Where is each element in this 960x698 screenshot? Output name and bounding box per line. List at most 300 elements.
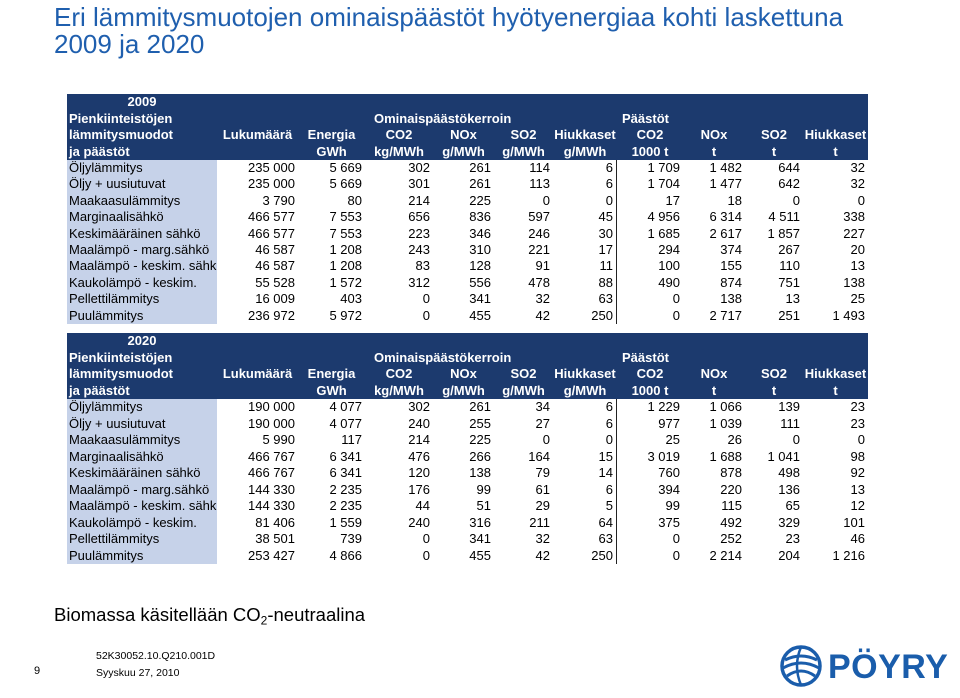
row-label: Keskimääräinen sähkö — [67, 226, 217, 242]
footnote-subscript: 2 — [260, 613, 268, 628]
row-label: Maalämpö - keskim. sähk — [69, 498, 217, 513]
table-cell: 136 — [778, 481, 800, 497]
header-row-label: Pienkiinteistöjen — [69, 349, 173, 365]
column-header: SO2 — [510, 366, 537, 381]
table-cell: 32 — [850, 160, 865, 175]
table-row — [67, 242, 868, 258]
table-row — [67, 482, 868, 499]
header-row-label: ja päästöt — [69, 143, 130, 159]
table-row — [67, 193, 868, 209]
table-cell: 644 — [778, 160, 800, 175]
table-cell: 7 553 — [329, 209, 362, 225]
table-cell: 100 — [658, 258, 680, 274]
table-cell: 240 — [408, 415, 430, 431]
table-cell: 0 — [542, 192, 550, 208]
table-cell: 466 577 — [248, 209, 295, 225]
table-cell: 138 — [843, 274, 865, 290]
row-label: Kaukolämpö - keskim. — [67, 515, 217, 532]
table-cell: 32 — [535, 291, 550, 307]
column-header: Hiukkaset — [804, 127, 867, 142]
table-row — [67, 275, 868, 291]
footnote-text: Biomassa käsitellään CO — [54, 604, 261, 625]
table-cell: 6 — [553, 482, 617, 499]
table-cell: 14 — [553, 465, 617, 482]
column-header-unit: t — [711, 382, 717, 398]
column-header: NOx — [450, 366, 477, 381]
header-row-label: Pienkiinteistöjen — [69, 110, 173, 126]
table-cell: 83 — [415, 258, 430, 274]
table-cell: 0 — [422, 307, 430, 323]
table-cell: 466 767 — [248, 448, 295, 464]
column-header: Lukumäärä — [222, 127, 293, 142]
column-header: NOx — [700, 366, 728, 381]
table-cell: 225 — [469, 192, 491, 208]
table-cell: 490 — [658, 274, 680, 290]
column-header-unit: t — [833, 143, 838, 159]
table-cell: 80 — [347, 192, 362, 208]
table-cell: 0 — [422, 531, 430, 546]
column-header-unit: g/MWh — [442, 382, 485, 398]
table-row — [67, 160, 868, 176]
table-row — [67, 531, 868, 548]
table-cell: 1 216 — [832, 547, 865, 563]
table-row — [67, 548, 868, 565]
table-cell: 2 617 — [709, 225, 742, 241]
table-cell: 255 — [469, 415, 491, 431]
table-cell: 341 — [469, 291, 491, 307]
table-cell: 20 — [850, 241, 865, 257]
table-row — [67, 291, 868, 307]
table-cell: 4 511 — [768, 209, 800, 225]
table-cell: 29 — [535, 498, 550, 513]
table-cell: 30 — [553, 226, 617, 242]
table-cell: 251 — [778, 307, 800, 323]
column-header: SO2 — [510, 127, 537, 142]
table-cell: 15 — [553, 449, 617, 466]
slide-title-line: Eri lämmitysmuotojen ominaispäästöt hyötyenergiaa kohti laskettuna — [54, 2, 844, 32]
table-cell: 99 — [476, 481, 491, 497]
table-cell: 5 — [553, 498, 617, 515]
table-cell: 1 685 — [647, 225, 680, 241]
table-cell: 223 — [408, 225, 430, 241]
table-cell: 338 — [843, 209, 865, 225]
table-cell: 374 — [720, 241, 742, 257]
table-row — [67, 176, 868, 192]
table-cell: 250 — [553, 308, 617, 324]
table-cell: 261 — [469, 160, 491, 175]
row-label: Öljylämmitys — [67, 160, 217, 176]
table-cell: 478 — [528, 274, 550, 290]
table-cell: 4 077 — [329, 399, 362, 414]
table-cell: 18 — [727, 192, 742, 208]
emissions-table-2020 — [67, 333, 868, 564]
table-cell: 0 — [792, 192, 800, 208]
column-header-unit: t — [833, 382, 838, 398]
table-cell: 114 — [529, 160, 550, 175]
table-cell: 0 — [857, 432, 865, 447]
table-cell: 403 — [340, 291, 362, 307]
table-cell: 2 235 — [329, 498, 362, 513]
footnote — [54, 603, 365, 627]
table-body — [67, 399, 868, 564]
table-cell: 476 — [408, 448, 430, 464]
column-header: CO2 — [636, 127, 664, 142]
table-cell: 1 066 — [709, 399, 742, 414]
document-code: 52K30052.10.Q210.001D — [96, 650, 216, 662]
table-cell: 92 — [850, 465, 865, 480]
row-label: Puulämmitys — [67, 548, 217, 565]
table-row — [67, 465, 868, 482]
table-cell: 144 330 — [248, 498, 295, 513]
table-cell: 1 229 — [647, 399, 680, 414]
header-year: 2020 — [127, 333, 157, 348]
table-cell: 1 041 — [767, 448, 800, 464]
header-group-specific-factors: Ominaispäästökerroin — [374, 110, 512, 126]
table-cell: 874 — [720, 274, 742, 290]
table-cell: 312 — [408, 274, 430, 290]
table-cell: 44 — [415, 498, 430, 513]
column-header: Hiukkaset — [554, 366, 616, 381]
table-cell: 115 — [721, 498, 742, 513]
table-cell: 246 — [528, 225, 550, 241]
row-label: Maalämpö - keskim. sähk — [69, 258, 217, 274]
table-cell: 1 559 — [329, 514, 362, 530]
row-label: Maalämpö - marg.sähkö — [67, 482, 217, 499]
table-cell: 220 — [720, 481, 742, 497]
row-label: Marginaalisähkö — [67, 449, 217, 466]
table-row — [67, 498, 868, 515]
table-row — [67, 515, 868, 532]
table-cell: 34 — [535, 399, 550, 414]
footnote-text-end: -neutraalina — [267, 604, 366, 625]
column-header-unit: 1000 t — [631, 382, 669, 398]
table-cell: 23 — [785, 531, 800, 546]
row-label: Öljy + uusiutuvat — [67, 416, 217, 433]
column-header: Lukumäärä — [222, 366, 293, 381]
table-cell: 2 235 — [329, 481, 362, 497]
table-cell: 1 688 — [709, 448, 742, 464]
header-group-specific-factors: Ominaispäästökerroin — [374, 349, 512, 365]
table-cell: 225 — [469, 432, 491, 447]
header-row-label: lämmitysmuodot — [69, 127, 174, 142]
table-cell: 0 — [672, 547, 680, 563]
poyry-emblem-icon — [779, 643, 823, 689]
table-cell: 1 857 — [767, 225, 800, 241]
column-header: Hiukkaset — [554, 127, 616, 142]
table-row — [67, 308, 868, 324]
table-row — [67, 209, 868, 225]
table-body — [67, 160, 868, 324]
logo-wordmark: PÖYRY — [828, 648, 949, 686]
table-cell: 113 — [529, 176, 550, 192]
column-header: Energia — [307, 127, 356, 142]
table-cell: 235 000 — [248, 176, 295, 192]
column-header-unit: GWh — [316, 143, 347, 159]
column-header-unit: g/MWh — [563, 143, 607, 159]
page-number: 9 — [34, 665, 41, 677]
table-cell: 111 — [780, 415, 800, 431]
table-cell: 301 — [408, 176, 430, 192]
table-cell: 3 790 — [262, 192, 295, 208]
table-cell: 466 767 — [248, 465, 295, 480]
table-cell: 23 — [850, 415, 865, 431]
table-cell: 38 501 — [255, 531, 295, 546]
table-cell: 190 000 — [248, 415, 295, 431]
table-cell: 310 — [469, 241, 491, 257]
column-header-unit: g/MWh — [563, 382, 607, 398]
column-header-unit: t — [771, 382, 777, 398]
table-cell: 42 — [535, 547, 550, 563]
table-cell: 642 — [778, 176, 800, 192]
table-cell: 455 — [469, 547, 491, 563]
table-cell: 498 — [778, 465, 800, 480]
table-cell: 1 208 — [329, 258, 362, 274]
table-cell: 261 — [469, 399, 491, 414]
table-cell: 250 — [553, 548, 617, 565]
table-cell: 144 330 — [248, 481, 295, 497]
table-cell: 91 — [535, 258, 550, 274]
table-cell: 2 214 — [709, 547, 742, 563]
row-label: Maakaasulämmitys — [67, 432, 217, 449]
table-cell: 5 990 — [262, 432, 295, 447]
table-cell: 79 — [535, 465, 550, 480]
column-header: CO2 — [636, 366, 664, 381]
table-cell: 32 — [850, 176, 865, 192]
table-cell: 346 — [469, 225, 491, 241]
table-cell: 6 314 — [709, 209, 742, 225]
table-cell: 7 553 — [329, 225, 362, 241]
table-cell: 23 — [850, 399, 865, 414]
slide-title-line: 2009 ja 2020 — [54, 29, 205, 59]
table-cell: 13 — [850, 481, 865, 497]
table-cell: 375 — [658, 514, 680, 530]
table-cell: 0 — [672, 307, 680, 323]
table-cell: 0 — [672, 291, 680, 307]
table-cell: 878 — [720, 465, 742, 480]
header-group-emissions: Päästöt — [622, 349, 669, 365]
table-cell: 1 709 — [647, 160, 680, 175]
column-header-unit: 1000 t — [631, 143, 669, 159]
table-cell: 63 — [553, 531, 617, 548]
column-header: NOx — [700, 127, 728, 142]
column-header: CO2 — [385, 127, 413, 142]
table-cell: 13 — [850, 258, 865, 274]
table-cell: 1 477 — [709, 176, 742, 192]
table-cell: 0 — [792, 432, 800, 447]
table-cell: 214 — [408, 192, 430, 208]
table-cell: 656 — [408, 209, 430, 225]
table-cell: 46 587 — [255, 241, 295, 257]
table-cell: 1 704 — [647, 176, 680, 192]
table-header — [67, 94, 868, 160]
table-cell: 13 — [785, 291, 800, 307]
table-cell: 0 — [422, 547, 430, 563]
table-cell: 243 — [408, 241, 430, 257]
row-label: Maalämpö - marg.sähkö — [67, 242, 217, 258]
header-group-emissions: Päästöt — [622, 110, 669, 126]
table-cell: 6 — [553, 160, 617, 176]
table-cell: 836 — [469, 209, 491, 225]
table-cell: 1 039 — [709, 415, 742, 431]
table-cell: 46 587 — [255, 258, 295, 274]
table-cell: 221 — [528, 241, 550, 257]
table-cell: 6 341 — [329, 465, 362, 480]
table-header — [67, 333, 868, 399]
table-cell: 253 427 — [248, 547, 295, 563]
table-cell: 214 — [408, 432, 430, 447]
row-label: Pellettilämmitys — [67, 291, 217, 307]
table-cell: 4 077 — [329, 415, 362, 431]
table-cell: 302 — [408, 160, 430, 175]
table-cell: 294 — [658, 241, 680, 257]
column-header-unit: t — [771, 143, 777, 159]
table-cell: 12 — [850, 498, 865, 513]
header-row-label: lämmitysmuodot — [69, 366, 174, 381]
slide-title — [54, 4, 843, 58]
table-cell: 164 — [528, 448, 550, 464]
table-cell: 46 — [850, 531, 865, 546]
column-header: SO2 — [760, 366, 787, 381]
table-cell: 98 — [850, 448, 865, 464]
table-cell: 341 — [469, 531, 491, 546]
table-cell: 190 000 — [248, 399, 295, 414]
header-row-label: ja päästöt — [69, 382, 130, 398]
column-header-unit: t — [711, 143, 717, 159]
column-header: NOx — [450, 127, 477, 142]
table-cell: 55 528 — [255, 274, 295, 290]
table-cell: 32 — [535, 531, 550, 546]
table-cell: 227 — [843, 225, 865, 241]
table-cell: 252 — [720, 531, 742, 546]
table-row — [67, 416, 868, 433]
table-cell: 1 572 — [329, 274, 362, 290]
table-cell: 204 — [778, 547, 800, 563]
table-cell: 120 — [408, 465, 430, 480]
table-cell: 128 — [469, 258, 491, 274]
table-cell: 0 — [422, 291, 430, 307]
column-header: Hiukkaset — [804, 366, 867, 381]
column-header: SO2 — [760, 127, 787, 142]
table-row — [67, 432, 868, 449]
table-row — [67, 226, 868, 242]
table-cell: 139 — [778, 399, 800, 414]
table-cell: 25 — [850, 291, 865, 307]
row-label: Öljylämmitys — [67, 399, 217, 416]
table-cell: 1 208 — [329, 241, 362, 257]
table-cell: 6 — [553, 399, 617, 416]
table-cell: 492 — [720, 514, 742, 530]
table-cell: 0 — [857, 192, 865, 208]
table-cell: 26 — [727, 432, 742, 447]
table-row — [67, 399, 868, 416]
table-cell: 4 956 — [647, 209, 680, 225]
table-cell: 316 — [469, 514, 491, 530]
column-header-unit: kg/MWh — [374, 143, 424, 159]
column-header: CO2 — [385, 366, 413, 381]
table-cell: 597 — [528, 209, 550, 225]
table-cell: 45 — [553, 209, 617, 225]
table-cell: 261 — [469, 176, 491, 192]
row-label: Maakaasulämmitys — [67, 193, 217, 209]
table-cell: 65 — [785, 498, 800, 513]
table-cell: 138 — [469, 465, 491, 480]
column-header: Energia — [307, 366, 356, 381]
table-cell: 211 — [529, 514, 550, 530]
table-cell: 3 019 — [647, 448, 680, 464]
table-cell: 267 — [778, 241, 800, 257]
table-cell: 302 — [408, 399, 430, 414]
table-cell: 11 — [553, 258, 617, 274]
table-cell: 236 972 — [248, 307, 295, 323]
row-label: Pellettilämmitys — [67, 531, 217, 548]
table-cell: 51 — [476, 498, 491, 513]
header-year: 2009 — [127, 94, 157, 109]
table-cell: 4 866 — [329, 547, 362, 563]
table-cell: 0 — [672, 531, 680, 546]
table-cell: 5 972 — [329, 307, 362, 323]
table-cell: 110 — [779, 258, 800, 274]
table-cell: 977 — [658, 415, 680, 431]
column-header-unit: g/MWh — [442, 143, 485, 159]
table-row — [67, 449, 868, 466]
column-header-unit: g/MWh — [502, 143, 545, 159]
table-cell: 176 — [408, 481, 430, 497]
table-cell: 17 — [553, 242, 617, 258]
table-cell: 155 — [720, 258, 742, 274]
table-cell: 99 — [665, 498, 680, 513]
table-cell: 5 669 — [329, 176, 362, 192]
emissions-table-2009 — [67, 94, 868, 324]
table-cell: 63 — [553, 291, 617, 307]
table-cell: 466 577 — [248, 225, 295, 241]
table-row — [67, 258, 868, 274]
table-cell: 0 — [553, 432, 617, 449]
company-logo — [779, 643, 954, 691]
row-label: Puulämmitys — [67, 308, 217, 324]
table-cell: 81 406 — [255, 514, 295, 530]
table-cell: 17 — [665, 192, 680, 208]
table-cell: 329 — [778, 514, 800, 530]
table-cell: 6 — [553, 176, 617, 192]
table-cell: 27 — [535, 415, 550, 431]
table-cell: 1 493 — [832, 307, 865, 323]
row-label: Marginaalisähkö — [67, 209, 217, 225]
table-cell: 235 000 — [248, 160, 295, 175]
table-cell: 88 — [553, 275, 617, 291]
table-cell: 1 482 — [709, 160, 742, 175]
table-cell: 760 — [658, 465, 680, 480]
column-header-unit: kg/MWh — [374, 382, 424, 398]
column-header-unit: GWh — [316, 382, 347, 398]
table-cell: 117 — [341, 432, 362, 447]
table-cell: 556 — [469, 274, 491, 290]
table-cell: 0 — [553, 193, 617, 209]
table-cell: 101 — [843, 514, 865, 530]
table-cell: 455 — [469, 307, 491, 323]
document-date: Syyskuu 27, 2010 — [96, 667, 180, 679]
table-cell: 138 — [720, 291, 742, 307]
table-cell: 266 — [469, 448, 491, 464]
row-label: Keskimääräinen sähkö — [67, 465, 217, 482]
table-cell: 6 — [553, 416, 617, 433]
table-cell: 16 009 — [255, 291, 295, 307]
table-cell: 394 — [658, 481, 680, 497]
table-cell: 61 — [535, 481, 550, 497]
column-header-unit: g/MWh — [502, 382, 545, 398]
table-cell: 6 341 — [329, 448, 362, 464]
table-cell: 2 717 — [709, 307, 742, 323]
table-cell: 42 — [535, 307, 550, 323]
